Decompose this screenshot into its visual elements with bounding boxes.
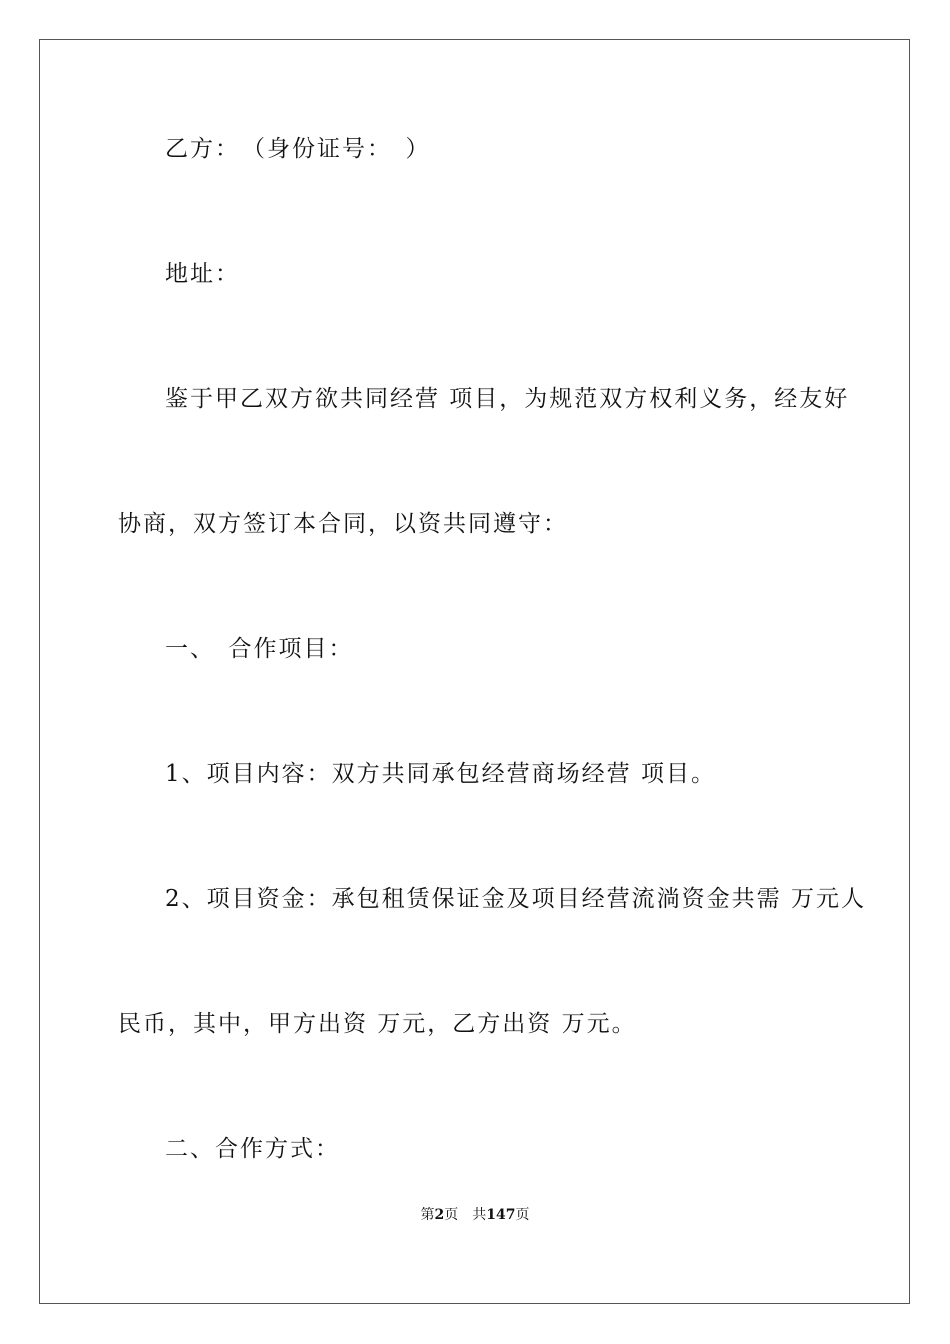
section-2-heading: 二、合作方式：: [165, 1136, 340, 1162]
footer-suffix: 页: [515, 1207, 530, 1223]
footer-mid: 页 共: [444, 1207, 487, 1223]
preamble-line-2: 协商，双方签订本合同，以资共同遵守：: [118, 511, 568, 537]
address-line: 地址：: [165, 261, 240, 287]
page-footer: [0, 1206, 950, 1224]
page-frame: [39, 39, 910, 1304]
footer-prefix: 第: [420, 1207, 435, 1223]
footer-page-number: 2: [434, 1207, 445, 1223]
item-2-funding-line-2: 民币，其中，甲方出资 万元，乙方出资 万元。: [118, 1011, 637, 1037]
footer-total-pages: 147: [486, 1207, 516, 1223]
item-1-content: 1、项目内容：双方共同承包经营商场经营 项目。: [165, 761, 716, 787]
party-b-line: 乙方： （身份证号： ）: [165, 136, 431, 162]
item-2-funding-line-1: 2、项目资金：承包租赁保证金及项目经营流淌资金共需 万元人: [165, 886, 866, 912]
preamble-line-1: 鉴于甲乙双方欲共同经营 项目，为规范双方权利义务，经友好: [165, 386, 850, 412]
section-1-heading: 一、 合作项目：: [165, 636, 354, 662]
